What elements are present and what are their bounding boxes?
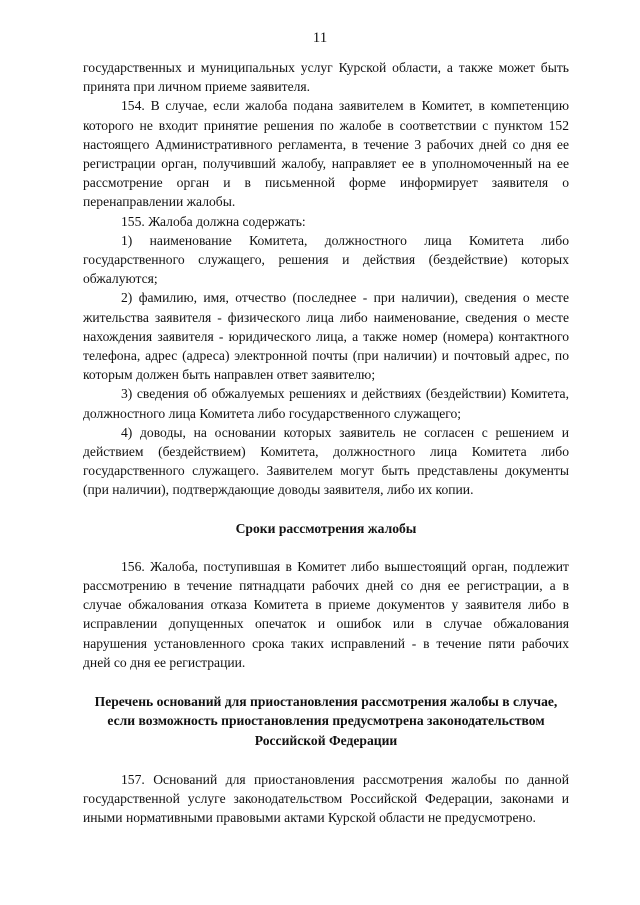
list-item-1: 1) наименование Комитета, должностного лица Комитета либо государственного служащего, решения и действия (бездействие) которых обжалуются; <box>83 232 569 287</box>
paragraph-157: 157. Оснований для приостановления рассмотрения жалобы по данной государственной услуге законодательством Российской Федерации, законами и иными нормативными правовыми актами Курской области не предусмотрено. <box>83 771 569 826</box>
list-item-2: 2) фамилию, имя, отчество (последнее - при наличии), сведения о месте жительства заявителя - физического лица либо наименование, сведения о месте нахождения заявителя - юридического лица, а также номер (номера) контактного телефона, адрес (адреса) электронной почты (при наличии) и почтовый адрес, по которым должен быть направлен ответ заявителю; <box>83 290 569 383</box>
section-heading-review-terms: Сроки рассмотрения жалобы <box>235 520 417 536</box>
list-item-3: 3) сведения об обжалуемых решениях и действиях (бездействии) Комитета, должностного лица Комитета либо государственного служащего; <box>83 386 569 421</box>
list-item-4: 4) доводы, на основании которых заявитель не согласен с решением и действием (бездействием) Комитета, должностного лица Комитета либо государственного служащего. Заявителем могут быть представлены документы (при наличии), подтверждающие доводы заявителя, либо их копии. <box>83 424 569 498</box>
page-number: 11 <box>312 30 328 46</box>
paragraph-156: 156. Жалоба, поступившая в Комитет либо вышестоящий орган, подлежит рассмотрению в течение пятнадцати рабочих дней со дня ее регистрации, а в случае обжалования отказа Комитета в приеме документов у заявителя либо в исправлении допущенных опечаток и ошибок или в случае обжалования нарушения установленного срока таких исправлений - в течение пяти рабочих дней со дня ее регистрации. <box>83 558 569 670</box>
paragraph-continuation: государственных и муниципальных услуг Курской области, а также может быть принята при личном приеме заявителя. <box>83 60 569 95</box>
paragraph-155: 155. Жалоба должна содержать: <box>121 213 306 229</box>
paragraph-154: 154. В случае, если жалоба подана заявителем в Комитет, в компетенцию которого не входит принятие решения по жалобе в соответствии с пунктом 152 настоящего Административного регламента, в течение 3 рабочих дней со дня ее регистрации орган, получивший жалобу, направляет ее в уполномоченный на ее рассмотрение орган и в письменной форме информирует заявителя о перенаправлении жалобы. <box>83 98 569 210</box>
section-heading-suspension-grounds: Перечень оснований для приостановления рассмотрения жалобы в случае, если возможность приостановления предусмотрена законодательством Российской Федерации <box>94 694 558 748</box>
document-body <box>83 58 569 827</box>
